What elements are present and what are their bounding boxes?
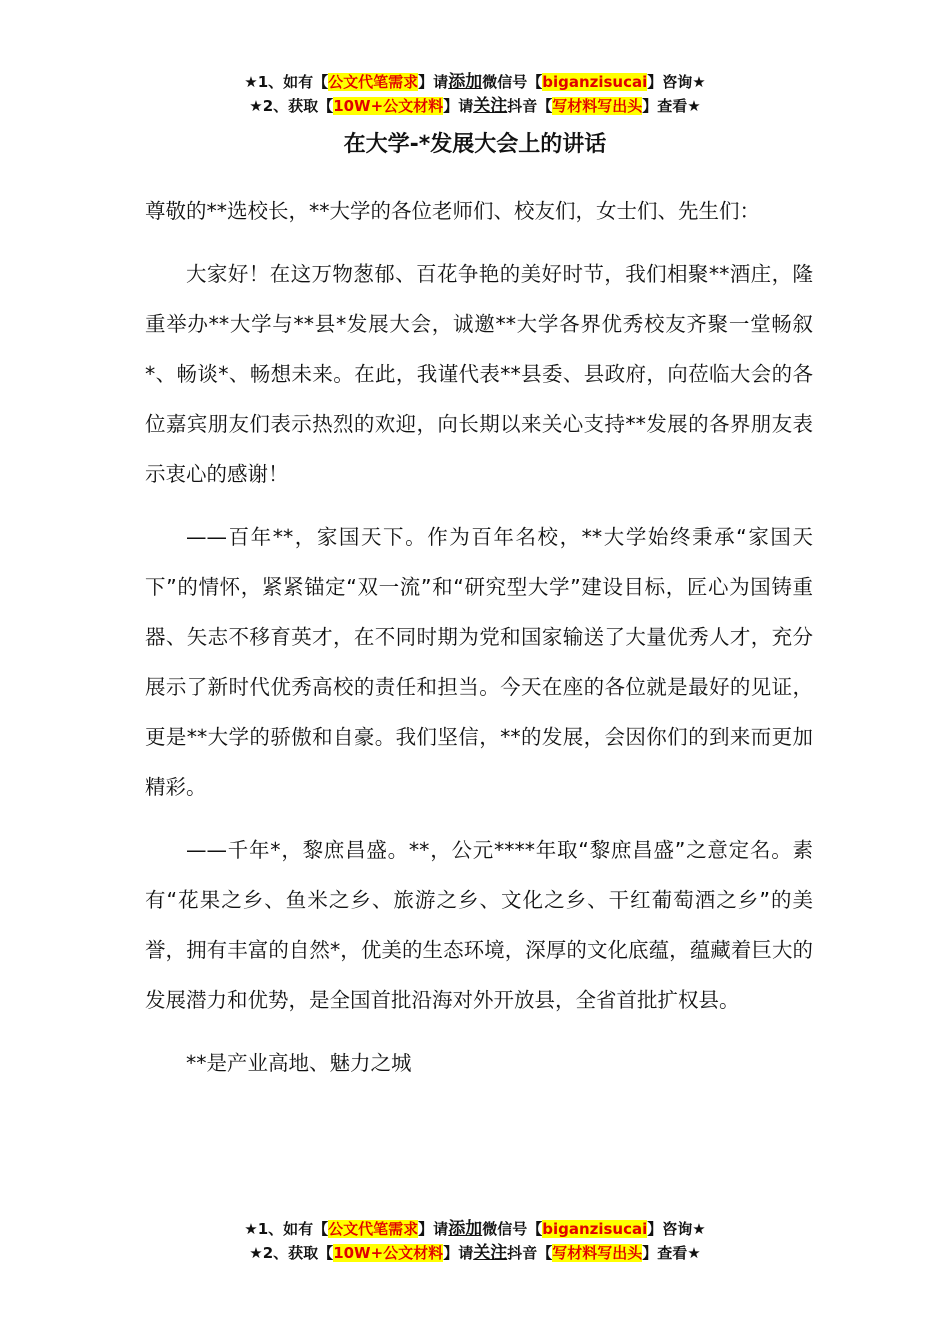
top-banner	[0, 70, 950, 118]
banner-text: ★1、如有【	[244, 1220, 329, 1238]
banner-text: 微信号【	[482, 73, 543, 91]
document-title: 在大学-*发展大会上的讲话	[343, 132, 607, 157]
banner-highlight-douyin: 写材料写出头	[552, 1244, 643, 1262]
banner-text: 】咨询★	[647, 73, 706, 91]
banner-highlight: 10W+公文材料	[333, 1244, 444, 1262]
banner-text: ★2、获取【	[249, 1244, 334, 1262]
banner-text: 】咨询★	[647, 1220, 706, 1238]
document-body	[145, 186, 813, 1101]
banner-highlight-douyin: 写材料写出头	[552, 97, 643, 115]
banner-highlight-wechat: biganzisucai	[542, 73, 648, 91]
banner-text: ★2、获取【	[249, 97, 334, 115]
bottom-banner	[0, 1217, 950, 1265]
banner-text: 】请	[443, 1244, 474, 1262]
banner-text: 】请	[418, 1220, 449, 1238]
banner-line-1	[0, 1217, 950, 1241]
banner-text: ★1、如有【	[244, 73, 329, 91]
banner-text: 】查看★	[642, 1244, 701, 1262]
paragraph: 大家好！在这万物葱郁、百花争艳的美好时节，我们相聚**酒庄，隆重举办**大学与**县*发展大会，诚邀**大学各界优秀校友齐聚一堂畅叙*、畅谈*、畅想未来。在此，我谨代表**县委、县政府，向莅临大会的各位嘉宾朋友们表示热烈的欢迎，向长期以来关心支持**发展的各界朋友表示衷心的感谢！	[145, 262, 813, 486]
banner-highlight-wechat: biganzisucai	[542, 1220, 648, 1238]
banner-highlight: 公文代笔需求	[328, 1220, 419, 1238]
banner-line-2	[0, 94, 950, 118]
paragraph: ——千年*，黎庶昌盛。**，公元****年取“黎庶昌盛”之意定名。素有“花果之乡、鱼米之乡、旅游之乡、文化之乡、干红葡萄酒之乡”的美誉，拥有丰富的自然*，优美的生态环境，深厚的文化底蕴，蕴藏着巨大的发展潜力和优势，是全国首批沿海对外开放县，全省首批扩权县。	[145, 838, 813, 1012]
banner-text: 抖音【	[507, 1244, 553, 1262]
paragraph: **是产业高地、魅力之城	[186, 1051, 412, 1075]
banner-text: 】请	[443, 97, 474, 115]
banner-underline: 关注	[473, 1243, 508, 1263]
banner-underline: 关注	[473, 96, 508, 116]
banner-highlight: 公文代笔需求	[328, 73, 419, 91]
banner-text: 】请	[418, 73, 449, 91]
salutation: 尊敬的**选校长，**大学的各位老师们、校友们，女士们、先生们：	[145, 199, 760, 223]
banner-text: 抖音【	[507, 97, 553, 115]
paragraph: ——百年**，家国天下。作为百年名校，**大学始终秉承“家国天下”的情怀，紧紧锚定“双一流”和“研究型大学”建设目标，匠心为国铸重器、矢志不移育英才，在不同时期为党和国家输送了大量优秀人才，充分展示了新时代优秀高校的责任和担当。今天在座的各位就是最好的见证，更是**大学的骄傲和自豪。我们坚信，**的发展，会因你们的到来而更加精彩。	[145, 525, 813, 799]
banner-line-1	[0, 70, 950, 94]
banner-line-2	[0, 1241, 950, 1265]
banner-underline: 添加	[448, 72, 483, 92]
banner-highlight: 10W+公文材料	[333, 97, 444, 115]
banner-text: 】查看★	[642, 97, 701, 115]
banner-underline: 添加	[448, 1219, 483, 1239]
banner-text: 微信号【	[482, 1220, 543, 1238]
